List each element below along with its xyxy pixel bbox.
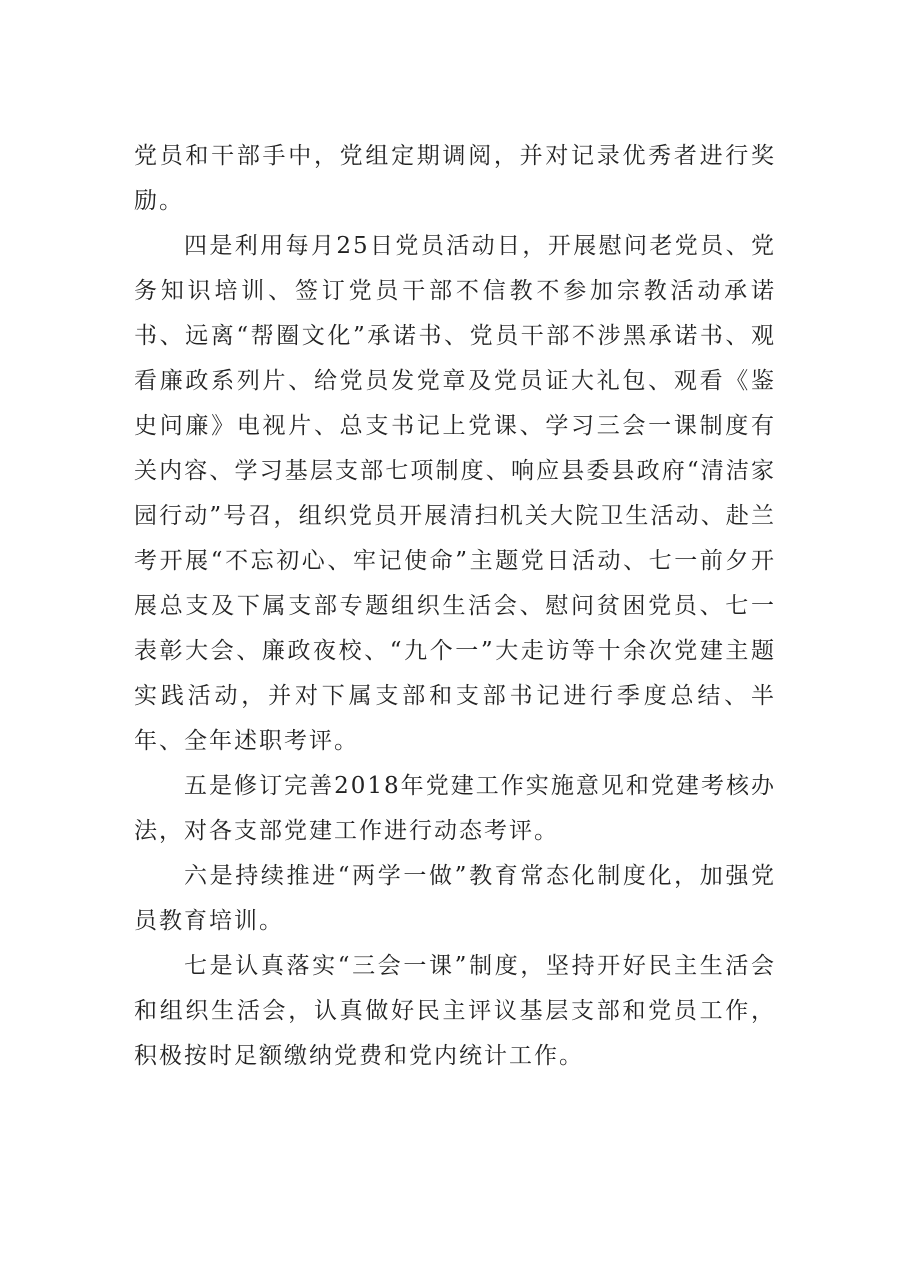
document-body bbox=[134, 134, 776, 1079]
paragraph-item-five: 五是修订完善2018年党建工作实施意见和党建考核办法，对各支部党建工作进行动态考评。 bbox=[134, 773, 776, 844]
paragraph-item-six: 六是持续推进“两学一做”教育常态化制度化，加强党员教育培训。 bbox=[134, 863, 776, 934]
paragraph-item-four: 四是利用每月25日党员活动日，开展慰问老党员、党务知识培训、签订党员干部不信教不参加宗教活动承诺书、远离“帮圈文化”承诺书、党员干部不涉黑承诺书、观看廉政系列片、给党员发党章及党员证大礼包、观看《鉴史问廉》电视片、总支书记上党课、学习三会一课制度有关内容、学习基层支部七项制度、响应县委县政府“清洁家园行动”号召，组织党员开展清扫机关大院卫生活动、赴兰考开展“不忘初心、牢记使命”主题党日活动、七一前夕开展总支及下属支部专题组织生活会、慰问贫困党员、七一表彰大会、廉政夜校、“九个一”大走访等十余次党建主题实践活动，并对下属支部和支部书记进行季度总结、半年、全年述职考评。 bbox=[134, 233, 776, 754]
paragraph-continuation: 党员和干部手中，党组定期调阅，并对记录优秀者进行奖励。 bbox=[134, 143, 776, 214]
paragraph-item-seven: 七是认真落实“三会一课”制度，坚持开好民主生活会和组织生活会，认真做好民主评议基层支部和党员工作，积极按时足额缴纳党费和党内统计工作。 bbox=[134, 953, 776, 1069]
